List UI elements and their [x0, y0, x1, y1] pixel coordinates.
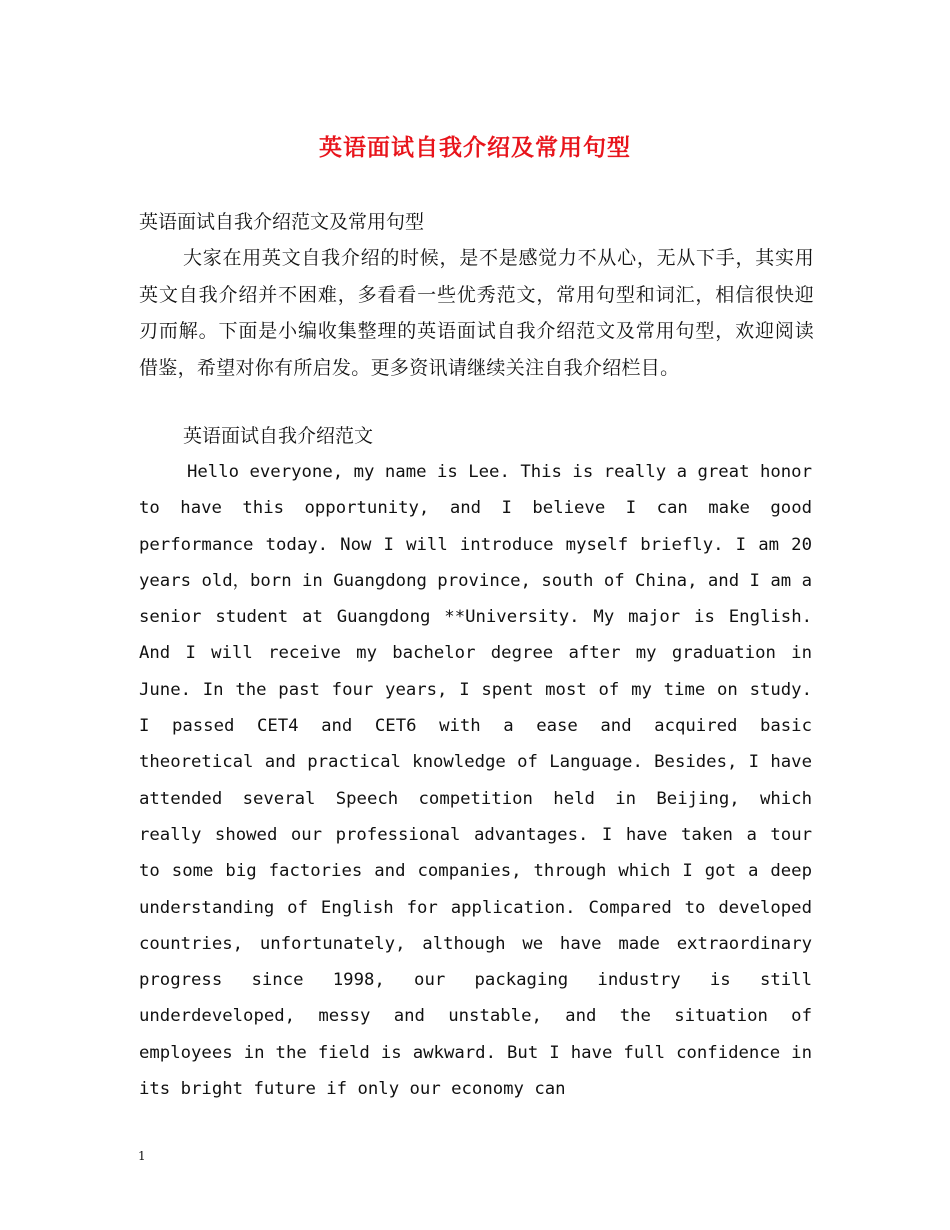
- document-title: 英语面试自我介绍及常用句型: [319, 134, 631, 161]
- intro-paragraph: 大家在用英文自我介绍的时候，是不是感觉力不从心，无从下手，其实用英文自我介绍并不困难，多看看一些优秀范文，常用句型和词汇，相信很快迎刃而解。下面是小编收集整理的英语面试自我介绍范文及常用句型，欢迎阅读借鉴，希望对你有所启发。更多资讯请继续关注自我介绍栏目。: [139, 247, 814, 379]
- english-sample-paragraph: Hello everyone, my name is Lee. This is really a great honor to have this opportunity, and I believe I can make good performance today. Now I will introduce myself briefly. I am 20 years old，born in Guangdong province, south of China, and I am a senior student at Guangdong **University. My major is English. And I will receive my bachelor degree after my graduation in June. In the past four years, I spent most of my time on study. I passed CET4 and CET6 with a ease and acquired basic theoretical and practical knowledge of Language. Besides, I have attended several Speech competition held in Beijing, which really showed our professional advantages. I have taken a tour to some big factories and companies, through which I got a deep understanding of English for application. Compared to developed countries, unfortunately, although we have made extraordinary progress since 1998, our packaging industry is still underdeveloped, messy and unstable, and the situation of employees in the field is awkward. But I have full confidence in its bright future if only our economy can: [139, 462, 812, 1100]
- section-heading: 英语面试自我介绍范文: [183, 425, 374, 447]
- page-number: 1: [138, 1149, 146, 1163]
- document-subtitle: 英语面试自我介绍范文及常用句型: [139, 211, 425, 233]
